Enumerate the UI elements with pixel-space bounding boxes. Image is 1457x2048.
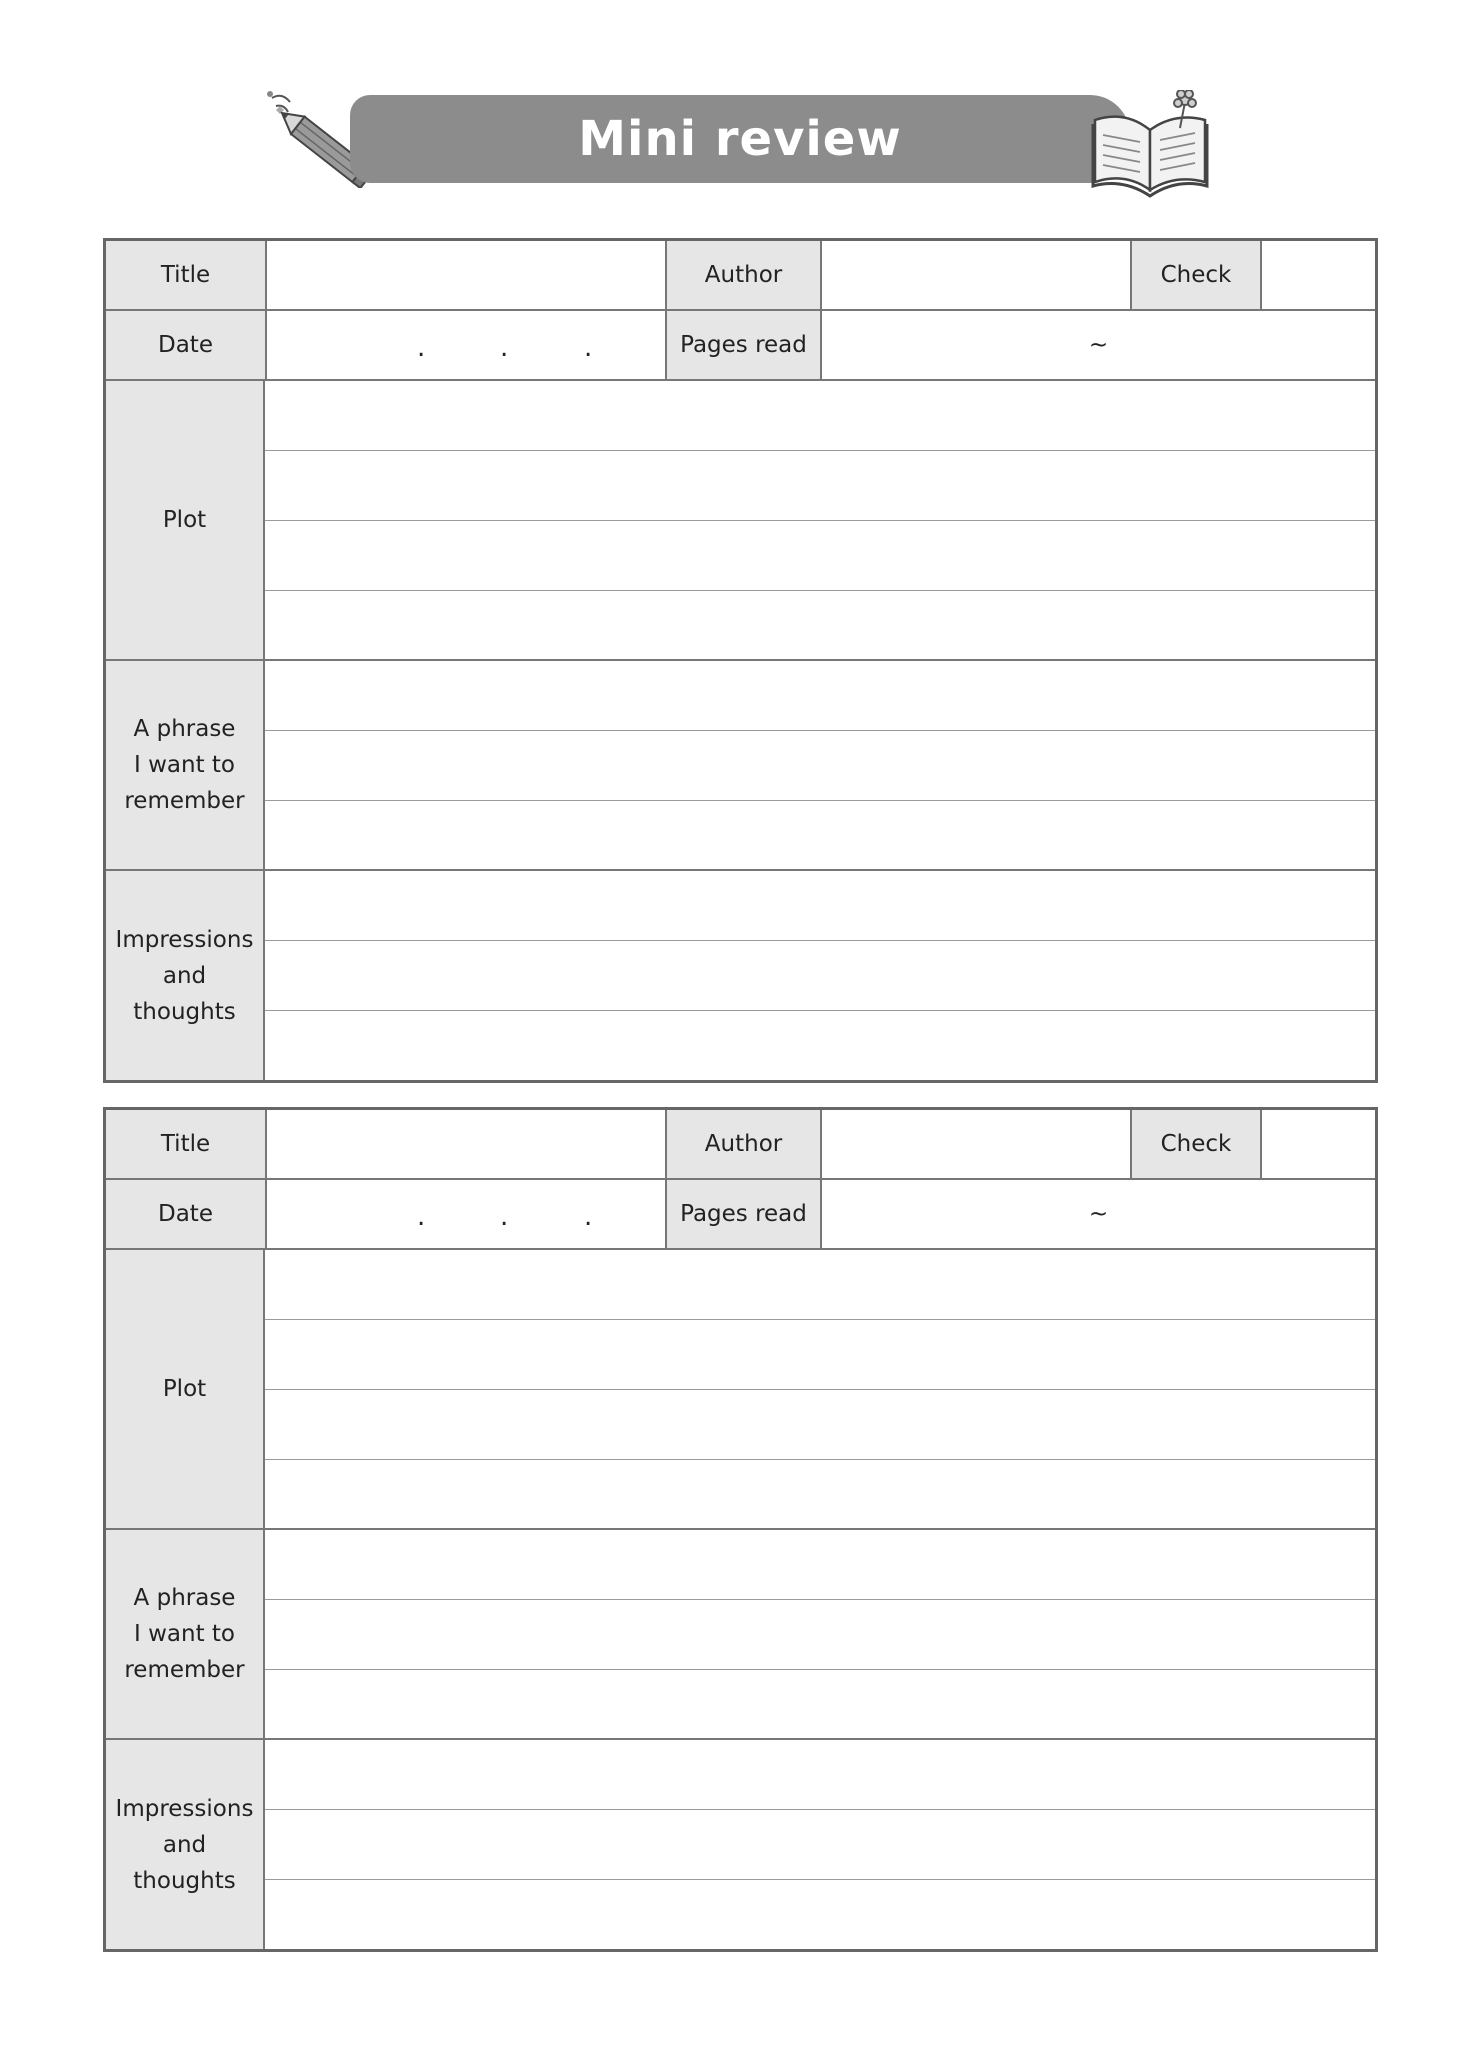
writing-line[interactable] — [265, 1250, 1375, 1320]
info-row-title — [106, 241, 1375, 311]
pages-read-label: Pages read — [665, 1180, 820, 1248]
writing-line[interactable] — [265, 1670, 1375, 1740]
check-field[interactable] — [1260, 241, 1375, 309]
plot-section — [106, 381, 1375, 661]
info-row-date — [106, 311, 1375, 381]
writing-line[interactable] — [265, 661, 1375, 731]
phrase-lines[interactable] — [265, 1530, 1375, 1738]
writing-line[interactable] — [265, 1740, 1375, 1810]
writing-line[interactable] — [265, 451, 1375, 521]
date-field[interactable] — [265, 1180, 665, 1248]
pages-read-field[interactable] — [820, 311, 1375, 379]
writing-line[interactable] — [265, 1460, 1375, 1530]
page-title: Mini review — [578, 111, 902, 167]
writing-line[interactable] — [265, 731, 1375, 801]
pages-range-separator: ~ — [1088, 1201, 1109, 1227]
check-label: Check — [1130, 1110, 1260, 1178]
date-separator: . — [417, 333, 426, 363]
writing-line[interactable] — [265, 521, 1375, 591]
writing-line[interactable] — [265, 1880, 1375, 1950]
check-field[interactable] — [1260, 1110, 1375, 1178]
impressions-label: Impressions and thoughts — [106, 1740, 265, 1949]
writing-line[interactable] — [265, 1530, 1375, 1600]
phrase-lines[interactable] — [265, 661, 1375, 869]
impressions-lines[interactable] — [265, 1740, 1375, 1949]
plot-lines[interactable] — [265, 1250, 1375, 1528]
phrase-label: A phrase I want to remember — [106, 1530, 265, 1738]
phrase-section — [106, 661, 1375, 871]
date-label: Date — [106, 1180, 265, 1248]
impressions-section — [106, 871, 1375, 1080]
phrase-label: A phrase I want to remember — [106, 661, 265, 869]
date-separator: . — [417, 1202, 426, 1232]
check-label: Check — [1130, 241, 1260, 309]
writing-line[interactable] — [265, 591, 1375, 661]
review-form-1 — [103, 238, 1378, 1083]
info-row-date — [106, 1180, 1375, 1250]
author-label: Author — [665, 241, 820, 309]
writing-line[interactable] — [265, 1810, 1375, 1880]
plot-label: Plot — [106, 381, 265, 659]
impressions-lines[interactable] — [265, 871, 1375, 1080]
impressions-section — [106, 1740, 1375, 1949]
open-book-icon — [1085, 90, 1215, 200]
date-separator: . — [500, 333, 509, 363]
pages-read-field[interactable] — [820, 1180, 1375, 1248]
author-label: Author — [665, 1110, 820, 1178]
pages-read-label: Pages read — [665, 311, 820, 379]
date-separator: . — [500, 1202, 509, 1232]
page-header — [0, 0, 1457, 200]
title-label: Title — [106, 241, 265, 309]
info-row-title — [106, 1110, 1375, 1180]
writing-line[interactable] — [265, 941, 1375, 1011]
title-banner — [350, 95, 1130, 183]
date-separator: . — [584, 333, 593, 363]
impressions-label: Impressions and thoughts — [106, 871, 265, 1080]
writing-line[interactable] — [265, 381, 1375, 451]
writing-line[interactable] — [265, 871, 1375, 941]
writing-line[interactable] — [265, 1600, 1375, 1670]
date-field[interactable] — [265, 311, 665, 379]
writing-line[interactable] — [265, 801, 1375, 871]
author-field[interactable] — [820, 241, 1130, 309]
phrase-section — [106, 1530, 1375, 1740]
plot-label: Plot — [106, 1250, 265, 1528]
writing-line[interactable] — [265, 1390, 1375, 1460]
writing-line[interactable] — [265, 1011, 1375, 1081]
title-label: Title — [106, 1110, 265, 1178]
author-field[interactable] — [820, 1110, 1130, 1178]
title-field[interactable] — [265, 241, 665, 309]
review-form-2 — [103, 1107, 1378, 1952]
date-separator: . — [584, 1202, 593, 1232]
plot-lines[interactable] — [265, 381, 1375, 659]
plot-section — [106, 1250, 1375, 1530]
title-field[interactable] — [265, 1110, 665, 1178]
pages-range-separator: ~ — [1088, 332, 1109, 358]
writing-line[interactable] — [265, 1320, 1375, 1390]
date-label: Date — [106, 311, 265, 379]
